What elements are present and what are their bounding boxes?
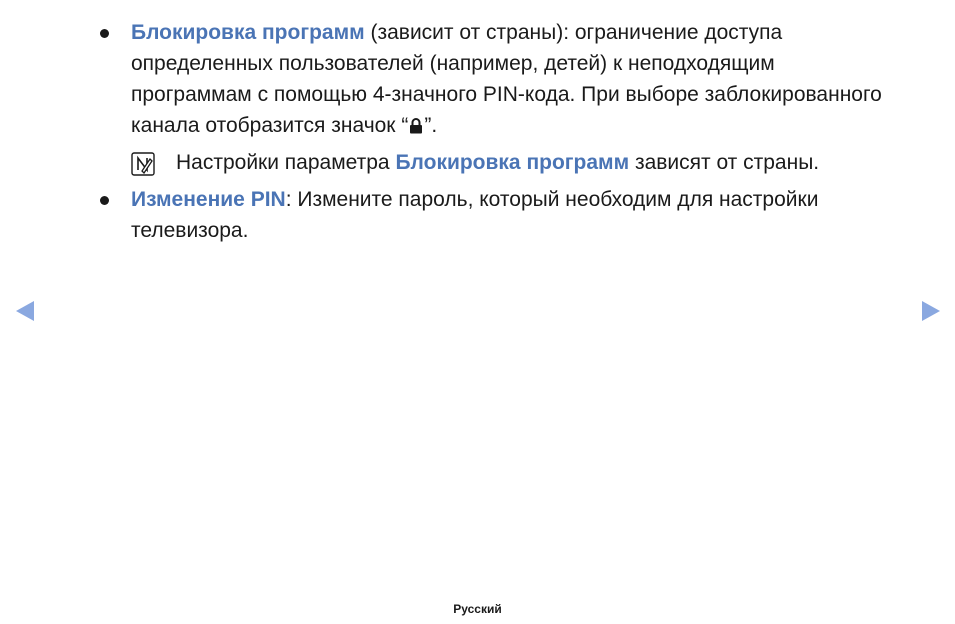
- lock-icon: [409, 112, 423, 143]
- footer-language: Русский: [453, 602, 502, 616]
- prev-page-button[interactable]: [15, 300, 35, 327]
- note-term-program-lock: Блокировка программ: [395, 151, 630, 174]
- bullet-icon: [100, 196, 109, 205]
- term-program-lock: Блокировка программ: [131, 21, 365, 44]
- triangle-left-icon: [15, 300, 35, 322]
- note-program-lock: [98, 147, 898, 178]
- note-icon: [131, 152, 155, 185]
- note-text-after: зависят от страны.: [629, 151, 820, 174]
- list-item-change-pin: [98, 184, 898, 246]
- program-lock-closing-quote: ”.: [424, 114, 438, 137]
- term-change-pin: Изменение PIN: [131, 188, 286, 211]
- note-text-before: Настройки параметра: [176, 151, 396, 174]
- bullet-icon: [100, 29, 109, 38]
- change-pin-description: : Измените пароль, который необходим для настройки телевизора.: [131, 188, 819, 242]
- program-lock-description: (зависит от страны): ограничение доступа определенных пользователей (например, детей) к неподходящим программам с помощью 4-значного PIN-кода. При выборе заблокированного канала отобразится значок “: [131, 21, 882, 137]
- triangle-right-icon: [921, 300, 941, 322]
- list-item-program-lock: [98, 17, 898, 143]
- next-page-button[interactable]: [921, 300, 941, 327]
- page-content: [98, 17, 898, 246]
